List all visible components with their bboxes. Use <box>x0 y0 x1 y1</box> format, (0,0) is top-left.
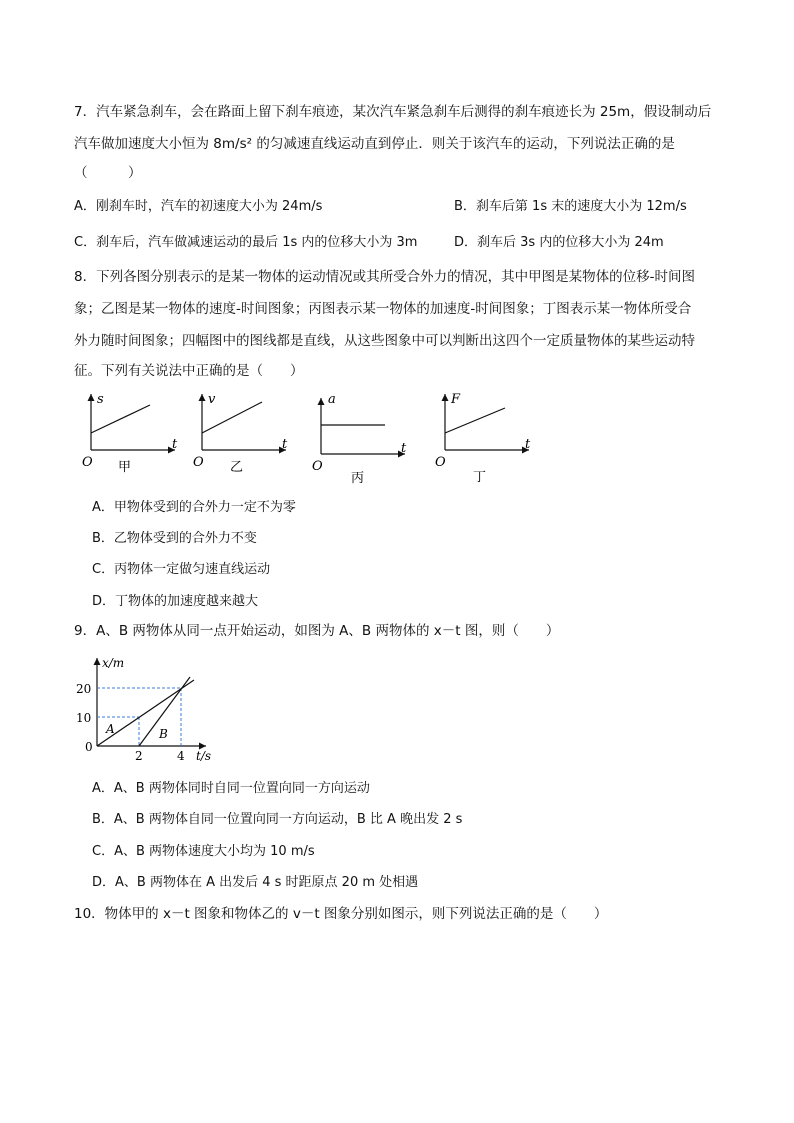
graph-ding-ylabel: F <box>451 392 461 407</box>
graph-jia-line <box>91 405 150 433</box>
q8-option-b: B．乙物体受到的合外力不变 <box>92 531 257 546</box>
graph-ding-origin: O <box>435 455 446 470</box>
q9-label-a: A <box>106 722 115 736</box>
q9-xlabel: t/s <box>196 749 212 763</box>
graph-jia-caption: 甲 <box>118 460 132 475</box>
q9-origin: 0 <box>85 740 93 754</box>
q10-stem: 10．物体甲的 x－t 图象和物体乙的 v－t 图象分别如图示，则下列说法正确的是（ ） <box>74 906 608 922</box>
graph-yi <box>193 392 288 475</box>
q9-option-b: B．A、B 两物体自同一位置向同一方向运动，B 比 A 晚出发 2 s <box>92 812 463 827</box>
graph-ding-line <box>445 408 505 433</box>
q8-stem-line4: 征。下列有关说法中正确的是（ ） <box>74 363 304 379</box>
graph-yi-origin: O <box>193 455 204 470</box>
q8-option-c: C．丙物体一定做匀速直线运动 <box>92 562 271 577</box>
graph-bing-ylabel: a <box>328 392 336 407</box>
q7-stem-line2: 汽车做加速度大小恒为 8m/s² 的匀减速直线运动直到停止．则关于该汽车的运动，下列说法正确的是 <box>74 136 675 152</box>
graph-bing-origin: O <box>312 459 323 474</box>
q8-graphs <box>80 388 540 488</box>
q9-option-c: C．A、B 两物体速度大小均为 10 m/s <box>92 844 315 859</box>
q7-option-c: C．刹车后，汽车做减速运动的最后 1s 内的位移大小为 3m <box>74 235 418 250</box>
q7-option-a: A．刚刹车时，汽车的初速度大小为 24m/s <box>74 199 323 214</box>
q9-ytick-10: 10 <box>76 711 92 725</box>
graph-jia-xlabel: t <box>172 437 178 452</box>
graph-bing-xlabel: t <box>401 441 407 456</box>
q9-ytick-20: 20 <box>76 682 92 696</box>
q8-stem-line3: 外力随时间图象；四幅图中的图线都是直线，从这些图象中可以判断出这四个一定质量物体的某些运动特 <box>74 333 695 349</box>
graph-bing <box>312 392 407 486</box>
graph-jia <box>82 392 178 475</box>
q9-line-a <box>97 680 194 746</box>
q9-option-d: D．A、B 两物体在 A 出发后 4 s 时距原点 20 m 处相遇 <box>92 875 419 890</box>
graph-yi-xlabel: t <box>282 437 288 452</box>
q9-option-a: A．A、B 两物体同时自同一位置向同一方向运动 <box>92 781 370 796</box>
q7-answer-bracket: （ ） <box>74 165 142 181</box>
q7-option-d: D．刹车后 3s 内的位移大小为 24m <box>454 235 664 250</box>
q7-option-b: B．刹车后第 1s 末的速度大小为 12m/s <box>454 199 687 214</box>
graph-bing-caption: 丙 <box>351 471 365 486</box>
graph-ding-xlabel: t <box>525 437 531 452</box>
q8-option-a: A．甲物体受到的合外力一定不为零 <box>92 500 296 515</box>
graph-yi-caption: 乙 <box>230 460 244 475</box>
q9-xt-chart <box>70 650 230 770</box>
q9-stem: 9．A、B 两物体从同一点开始运动，如图为 A、B 两物体的 x－t 图，则（ ） <box>74 623 560 639</box>
q9-ylabel: x/m <box>102 656 125 670</box>
graph-jia-origin: O <box>82 455 93 470</box>
graph-jia-ylabel: s <box>97 392 104 407</box>
q7-stem-line1: 7．汽车紧急刹车，会在路面上留下刹车痕迹，某次汽车紧急刹车后测得的刹车痕迹长为 25m，假设制动后 <box>74 104 712 120</box>
q9-xtick-2: 2 <box>135 749 143 763</box>
graph-ding-caption: 丁 <box>473 470 487 485</box>
q8-option-d: D．丁物体的加速度越来越大 <box>92 594 259 609</box>
graph-ding <box>435 392 531 485</box>
q8-stem-line2: 象；乙图是某一物体的速度-时间图象；丙图表示某一物体的加速度-时间图象；丁图表示某一物体所受合 <box>74 301 692 317</box>
graph-yi-ylabel: v <box>208 392 216 407</box>
q9-xtick-4: 4 <box>177 749 185 763</box>
q8-stem-line1: 8．下列各图分别表示的是某一物体的运动情况或其所受合外力的情况，其中甲图是某物体的位移-时间图 <box>74 269 695 285</box>
q9-label-b: B <box>159 727 168 741</box>
